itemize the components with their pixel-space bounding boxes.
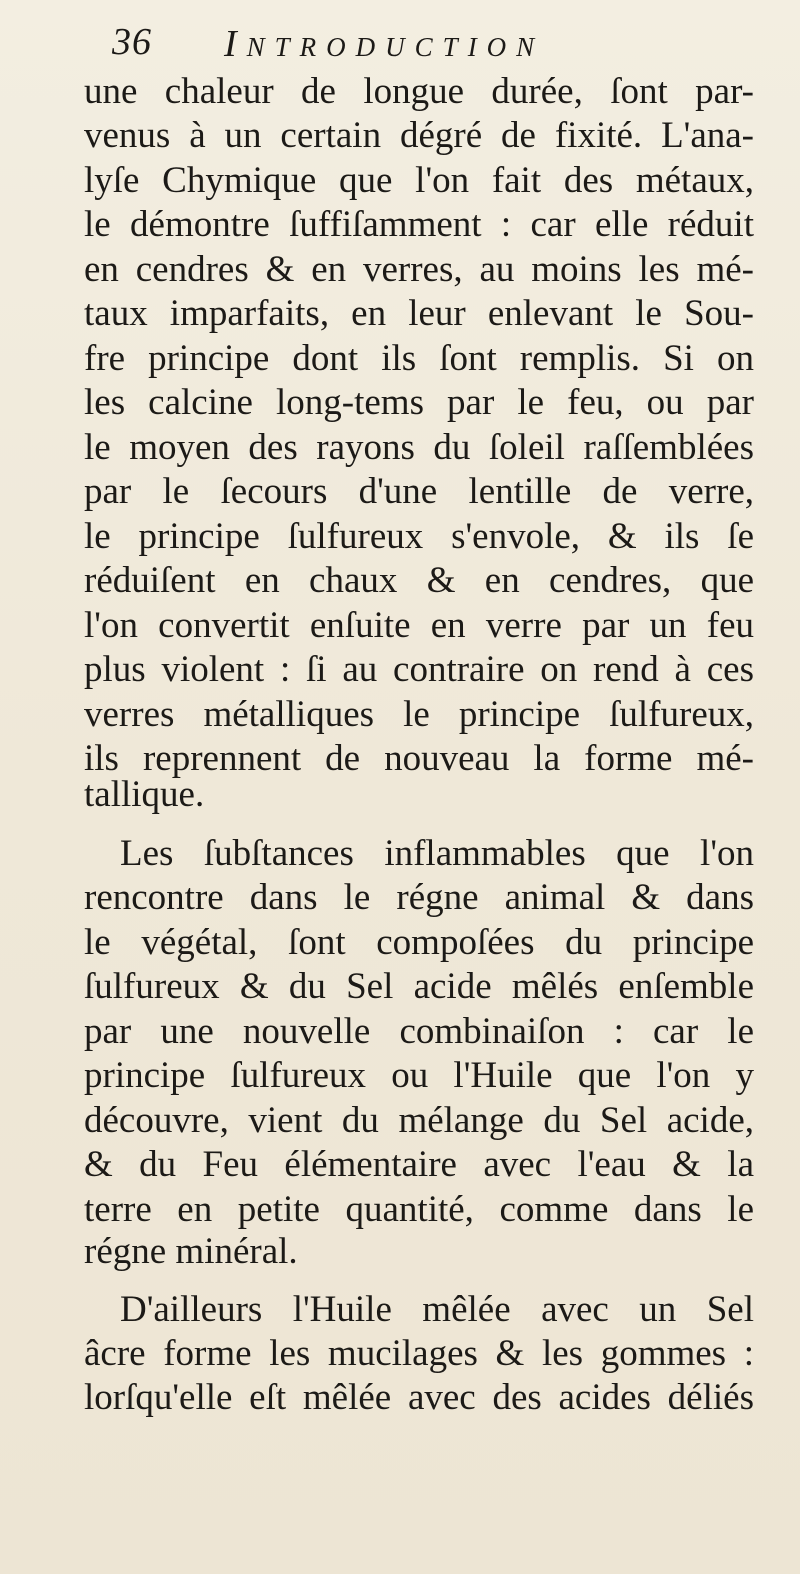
text-line: tallique. [84, 774, 205, 815]
text-line: verres métalliques le principe ſulfureux, [84, 694, 754, 735]
text-line: plus violent : ſi au contraire on rend à ces [84, 649, 754, 690]
text-line: le principe ſulfureux s'envole, & ils ſe [84, 516, 754, 557]
paragraph-first-line: D'ailleurs l'Huile mêlée avec un Sel [120, 1289, 754, 1330]
text-line: régne minéral. [84, 1231, 298, 1272]
text-line: ſulfureux & du Sel acide mêlés enſemble [84, 966, 754, 1007]
text-line: le démontre ſuffiſamment : car elle réduit [84, 204, 754, 245]
text-line: lorſqu'elle eſt mêlée avec des acides déliés [84, 1377, 754, 1418]
paragraph-first-line: Les ſubſtances inflammables que l'on [120, 833, 754, 874]
text-line: terre en petite quantité, comme dans le [84, 1189, 754, 1230]
text-line: fre principe dont ils ſont remplis. Si on [84, 338, 754, 379]
text-line: les calcine long-tems par le feu, ou par [84, 382, 754, 423]
text-line: réduiſent en chaux & en cendres, que [84, 560, 754, 601]
text-line: le moyen des rayons du ſoleil raſſemblées [84, 427, 754, 468]
text-line: le végétal, ſont compoſées du principe [84, 922, 754, 963]
text-line: principe ſulfureux ou l'Huile que l'on y [84, 1055, 754, 1096]
page-header [112, 18, 732, 78]
page-number: 36 [112, 21, 152, 63]
text-line: âcre forme les mucilages & les gommes : [84, 1333, 754, 1374]
text-line: l'on convertit enſuite en verre par un feu [84, 605, 754, 646]
text-line: lyſe Chymique que l'on fait des métaux, [84, 160, 754, 201]
text-line: & du Feu élémentaire avec l'eau & la [84, 1144, 754, 1185]
text-line: rencontre dans le régne animal & dans [84, 877, 754, 918]
text-line: découvre, vient du mélange du Sel acide, [84, 1100, 754, 1141]
text-line: par le ſecours d'une lentille de verre, [84, 471, 754, 512]
text-line: une chaleur de longue durée, ſont par- [84, 71, 754, 112]
running-head: Introduction [224, 23, 545, 65]
text-line: par une nouvelle combinaiſon : car le [84, 1011, 754, 1052]
text-line: taux imparfaits, en leur enlevant le Sou- [84, 293, 754, 334]
text-line: ils reprennent de nouveau la forme mé- [84, 738, 754, 779]
text-line: en cendres & en verres, au moins les mé- [84, 249, 754, 290]
text-line: venus à un certain dégré de fixité. L'ana- [84, 115, 754, 156]
